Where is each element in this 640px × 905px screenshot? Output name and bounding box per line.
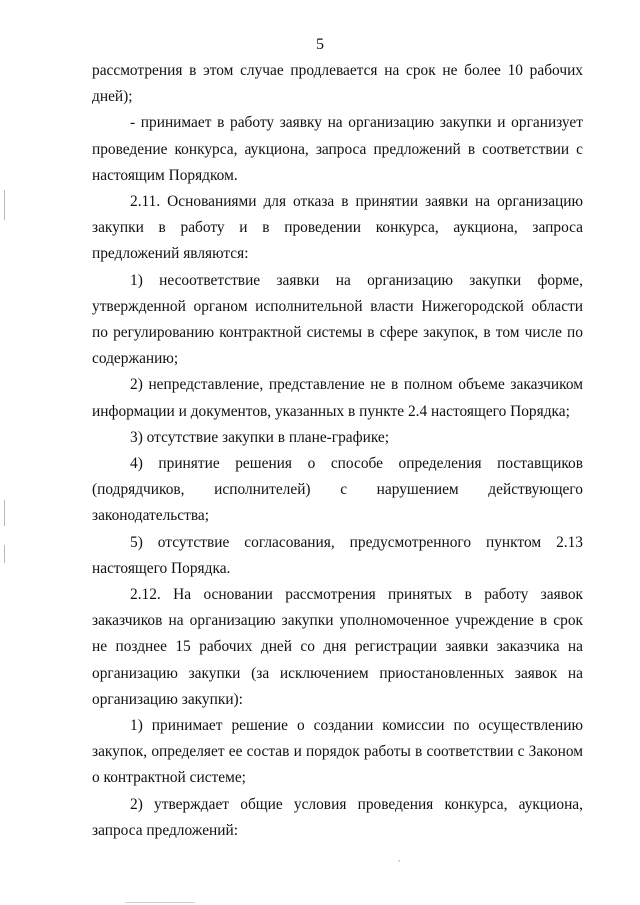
paragraph: 3) отсутствие закупки в плане-графике; xyxy=(130,428,390,446)
scan-margin-mark xyxy=(4,500,5,526)
page-number: 5 xyxy=(316,36,324,53)
scan-speck xyxy=(398,860,400,862)
paragraph: - принимает в работу заявку на организацию закупки и организует проведение конкурса, аукциона, запроса предложений в соответствии с настоящим Порядком. xyxy=(92,114,583,184)
scan-bottom-speck xyxy=(125,902,195,903)
scan-margin-mark xyxy=(4,545,5,563)
paragraph: 2) утверждает общие условия проведения конкурса, аукциона, запроса предложений: xyxy=(92,795,583,839)
paragraph: 4) принятие решения о способе определения поставщиков (подрядчиков, исполнителей) с нарушением действующего законодательства; xyxy=(92,455,583,525)
paragraph: рассмотрения в этом случае продлевается на срок не более 10 рабочих дней); xyxy=(92,62,583,106)
paragraph: 1) принимает решение о создании комиссии по осуществлению закупок, определяет ее состав и порядок работы в соответствии с Законом о контрактной системе; xyxy=(92,717,583,787)
scan-margin-mark xyxy=(4,190,5,220)
paragraph: 2.11. Основаниями для отказа в принятии заявки на организацию закупки в работу и в проведении конкурса, аукциона, запроса предложений являются: xyxy=(92,193,583,263)
paragraph: 2.12. На основании рассмотрения принятых в работу заявок заказчиков на организацию закупки уполномоченное учреждение в срок не позднее 15 рабочих дней со дня регистрации заявки заказчика на организацию закупки (за исключением приостановленных заявок на организацию закупки): xyxy=(92,586,583,708)
paragraph: 1) несоответствие заявки на организацию закупки форме, утвержденной органом исполнительной власти Нижегородской области по регулированию контрактной системы в сфере закупок, в том числе по содержанию; xyxy=(92,271,583,368)
paragraph: 2) непредставление, представление не в полном объеме заказчиком информации и документов, указанных в пункте 2.4 настоящего Порядка; xyxy=(92,376,583,420)
paragraph: 5) отсутствие согласования, предусмотренного пунктом 2.13 настоящего Порядка. xyxy=(92,533,583,577)
document-body xyxy=(92,58,583,844)
